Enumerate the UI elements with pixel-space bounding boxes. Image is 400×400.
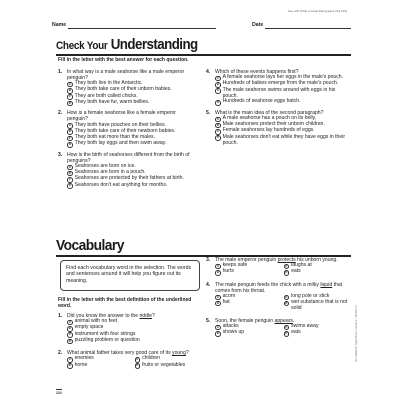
answer-bubble[interactable]: D [68,339,71,343]
question-number: 3. [58,151,63,158]
answer-option-text: Hundreds of seahorse eggs hatch. [222,98,301,105]
answer-bubble[interactable]: D [285,271,288,275]
answer-option-text: wet substance that is not solid [291,299,348,312]
vocab-column-right [206,257,348,343]
answer-option-text: The male seahorse swims around with eggs in his pouch. [222,86,336,99]
vocabulary-question [206,282,348,312]
question-number: 4. [206,281,211,288]
answer-bubble[interactable]: B [216,301,219,305]
answer-bubble[interactable]: D [285,301,288,305]
answer-bubble[interactable]: A [216,76,219,80]
question-stem: What animal father takes very good care of its young? [67,350,189,357]
answer-option-text: Seahorses are born on ice. [74,162,136,169]
answer-option[interactable] [67,141,198,147]
check-instruction: Fill in the letter with the best answer for each question. [58,57,189,63]
check-heading [56,37,198,53]
answer-option[interactable] [215,135,348,147]
answer-option-text: hat [222,299,230,306]
answer-option-text: They both have pouches on their bellies. [74,121,167,128]
name-label: Name [52,22,67,28]
page-number: 224 [56,391,62,395]
question-number: 4. [206,69,211,75]
answer-bubble[interactable]: A [216,295,219,299]
comprehension-question [206,110,348,147]
date-line[interactable] [265,28,351,29]
answer-option[interactable] [135,363,199,369]
answer-option-text: They both eat more than the males. [74,134,156,141]
name-line[interactable] [68,28,216,29]
side-note: The Mailbox® Super Book • Grade 3 • TEC61173 [355,305,358,362]
question-number: 1. [58,69,63,75]
answer-option-text: They both live in the Antarctic. [74,80,143,87]
answer-option[interactable] [67,183,198,189]
answer-option-text: keeps safe [222,262,248,269]
answer-option[interactable] [67,100,198,106]
answer-option-text: hurts [222,268,234,275]
answer-bubble[interactable]: D [285,332,288,335]
vocab-tip-box: Find each vocabulary word in the selection. The words and sentences around it will help you figure out its meaning. [60,260,200,291]
comprehension-question [58,69,198,106]
answer-bubble[interactable]: D [68,143,71,147]
answer-option-text: Seahorses don't eat anything for months. [74,181,168,188]
answer-bubble[interactable]: C [136,358,139,361]
answer-options [215,294,348,312]
comprehension-question [58,152,198,189]
answer-option-text: enemies [74,355,94,362]
comprehension-question [206,69,348,106]
answer-option-text: They both take care of their newborn babies. [74,127,176,134]
question-number: 5. [206,109,211,116]
answer-option-text: swims away [291,323,319,330]
answer-option-text: They are both called chicks. [74,92,138,99]
question-stem: What is the main idea of the second paragraph? [215,109,324,116]
answer-option-text: home [74,361,88,368]
vocab-word: young [172,350,186,357]
check-column-left [58,69,198,193]
vocabulary-question [206,318,348,337]
answer-option-text: Male seahorses don't eat while they have eggs in their pouch. [222,133,346,146]
check-column-right [206,69,348,151]
answer-option-text: A female seahorse lays her eggs in the male's pouch. [222,74,344,81]
answer-options [215,263,348,276]
answer-option-text: A male seahorse has a pouch on its belly. [222,114,317,121]
answer-option-text: eats [291,329,301,336]
question-stem: How is the birth of seahorses different from the birth of penguins? [67,151,190,164]
answer-bubble[interactable]: D [136,364,139,368]
answer-bubble[interactable]: A [216,264,219,268]
vocab-word: protects [277,257,296,263]
vocabulary-question [58,350,198,369]
date-label: Date [252,22,264,28]
answer-option[interactable] [284,330,349,336]
question-number: 2. [58,350,63,357]
answer-option-text: Seahorses are protected by their fathers at birth. [74,175,184,182]
question-stem: The male penguin feeds the chick with a milky liquid that comes from his throat. [215,281,343,294]
answer-option-text: empty space [74,324,104,331]
answer-bubble[interactable]: B [68,89,71,93]
question-stem: Which of these events happens first? [215,69,299,75]
answer-option-text: Female seahorses lay hundreds of eggs. [222,127,315,134]
answer-option-text: Seahorses are born in a pouch. [74,169,146,176]
answer-bubble[interactable]: A [68,82,71,86]
vocab-column-left [58,313,198,375]
answer-option-text: children [142,355,160,362]
answer-option-text: animal with no feet [74,318,118,325]
answer-bubble[interactable]: D [68,184,71,188]
answer-option[interactable] [67,338,198,344]
answer-options [215,324,348,337]
answer-option-text: instrument with four strings [74,330,136,337]
question-number: 5. [206,317,211,324]
answer-bubble[interactable]: B [68,171,71,175]
answer-option-text: Hundreds of babies emerge from the male's pouch. [222,80,339,87]
question-number: 2. [58,110,63,117]
answer-bubble[interactable]: B [216,332,219,335]
answer-bubble[interactable]: C [68,333,71,337]
check-heading-small: Check Your [56,40,108,52]
answer-options [67,356,198,369]
answer-bubble[interactable]: B [216,123,219,127]
answer-bubble[interactable]: C [285,325,288,329]
answer-bubble[interactable]: B [216,271,219,275]
comprehension-question [58,110,198,147]
check-heading-big: Understanding [110,37,198,53]
answer-bubble[interactable]: B [68,130,71,134]
answer-option-text: attacks [222,323,239,330]
answer-option[interactable] [67,363,131,369]
answer-option[interactable] [215,330,280,336]
answer-option-text: long pole or stick [291,292,330,299]
vocab-word: appears [274,317,293,324]
answer-bubble[interactable]: B [68,327,71,331]
answer-option-text: They both have fur, warm bellies. [74,99,150,106]
answer-option-text: laughs at [291,262,312,269]
check-heading-rule [56,54,351,56]
answer-bubble[interactable]: C [68,95,71,99]
answer-bubble[interactable]: B [216,83,219,87]
vocab-instruction: Fill in the letter with the best definition of the underlined word. [58,297,192,309]
answer-bubble[interactable]: C [285,295,288,299]
answer-option[interactable] [215,269,280,275]
answer-bubble[interactable]: C [285,264,288,268]
answer-bubble[interactable]: C [68,178,71,182]
vocab-heading: Vocabulary [56,237,124,254]
answer-option[interactable] [215,300,280,312]
question-stem: Did you know the answer to the riddle? [67,313,155,319]
vocab-word: riddle [139,313,152,319]
answer-option-text: shows up [222,329,245,336]
answer-bubble[interactable]: C [216,130,219,134]
answer-bubble[interactable]: D [68,101,71,105]
answer-bubble[interactable]: A [68,165,71,169]
vocabulary-question [58,313,198,344]
vocabulary-question [206,257,348,276]
answer-option[interactable] [215,99,348,105]
answer-bubble[interactable]: C [68,136,71,140]
answer-bubble[interactable]: A [68,320,71,324]
answer-option-text: acorn [222,292,236,299]
answer-option-text: eats [291,268,301,275]
answer-option-text: Male seahorses protect their unborn children. [222,121,325,128]
answer-option[interactable] [284,269,349,275]
answer-option-text: They both lay eggs and then swim away. [74,140,167,147]
question-number: 3. [206,257,211,263]
answer-option-text: fruits or vegetables [142,361,186,368]
question-stem: In what way is a male seahorse like a male emperor penguin? [67,69,185,82]
question-stem: The male emperor penguin protects his unborn young. [215,257,338,263]
answer-option-text: They both take care of their unborn babies. [74,86,172,93]
question-stem: Soon, the female penguin appears. [215,317,295,324]
answer-bubble[interactable]: A [216,117,219,121]
answer-option-text: puzzling problem or question [74,336,140,343]
question-number: 1. [58,313,63,319]
top-right-note: Use with What a Great Dad (pages 213-221). [287,9,348,13]
question-stem: How is a female seahorse like a female emperor penguin? [67,110,176,123]
answer-bubble[interactable]: A [216,325,219,329]
answer-bubble[interactable]: D [216,101,219,105]
answer-bubble[interactable]: A [68,124,71,128]
answer-bubble[interactable]: D [216,136,219,140]
answer-bubble[interactable]: C [216,89,219,93]
vocab-word: liquid [320,281,333,288]
answer-option[interactable] [284,300,349,312]
answer-bubble[interactable]: A [68,358,71,361]
answer-bubble[interactable]: B [68,364,71,368]
